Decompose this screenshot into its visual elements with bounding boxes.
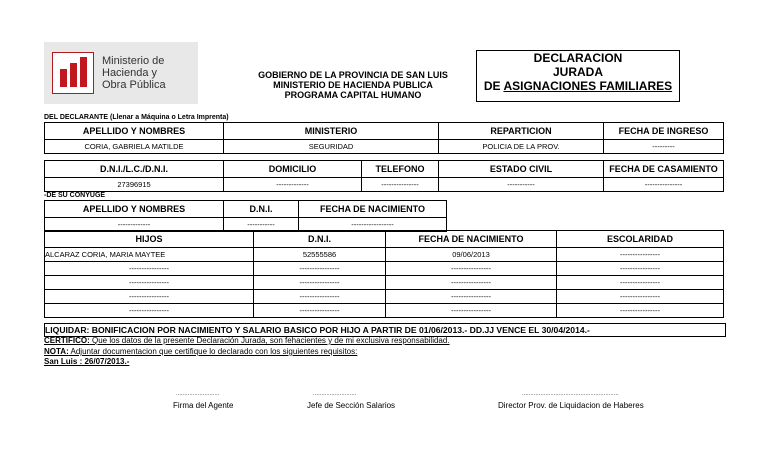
- gov-line: PROGRAMA CAPITAL HUMANO: [284, 90, 422, 100]
- table-row: [45, 290, 724, 304]
- gov-line: GOBIERNO DE LA PROVINCIA DE SAN LUIS: [258, 70, 448, 80]
- signature-line-agent: ..........................: [176, 391, 220, 397]
- col-header: D.N.I./L.C./D.N.I.: [45, 161, 224, 178]
- declarante-table-2: [44, 160, 724, 192]
- cell: ----------------: [254, 290, 386, 304]
- table-row: [45, 276, 724, 290]
- col-header: REPARTICION: [439, 123, 604, 140]
- cell: ---------: [604, 140, 724, 154]
- place-date: San Luis : 26/07/2013.-: [44, 357, 130, 366]
- certifico-label: CERTIFICO:: [44, 336, 90, 345]
- cell: ----------------: [254, 262, 386, 276]
- title-line: DE ASIGNACIONES FAMILIARES: [483, 79, 673, 93]
- gov-line: MINISTERIO DE HACIENDA PUBLICA: [273, 80, 433, 90]
- col-header: ESTADO CIVIL: [439, 161, 604, 178]
- col-header: APELLIDO Y NOMBRES: [45, 123, 224, 140]
- liquidar-statement: LIQUIDAR: BONIFICACION POR NACIMIENTO Y SALARIO BASICO POR HIJO A PARTIR DE 01/06/2013.- DD.JJ VENCE EL 30/04/2014.-: [44, 323, 726, 337]
- document-title: [476, 50, 680, 102]
- conyuge-label: -DE SU CONYUGE: [44, 192, 106, 199]
- cell: ----------------: [386, 276, 557, 290]
- table-row: [45, 262, 724, 276]
- col-header: TELEFONO: [362, 161, 439, 178]
- col-header: APELLIDO Y NOMBRES: [45, 201, 224, 218]
- cell: -------------: [224, 178, 362, 192]
- cell: ALCARAZ CORIA, MARIA MAYTEE: [45, 248, 254, 262]
- government-header: [248, 70, 458, 100]
- logo-text: [102, 55, 166, 91]
- cell: -----------: [439, 178, 604, 192]
- cell: ----------------: [557, 290, 724, 304]
- cell: ---------------: [362, 178, 439, 192]
- cell: 27396915: [45, 178, 224, 192]
- col-header: FECHA DE INGRESO: [604, 123, 724, 140]
- col-header: FECHA DE CASAMIENTO: [604, 161, 724, 178]
- cell: ----------------: [386, 304, 557, 318]
- col-header: HIJOS: [45, 231, 254, 248]
- cell: ---------------: [604, 178, 724, 192]
- declarante-label: DEL DECLARANTE (Llenar a Máquina o Letra Imprenta): [44, 114, 229, 121]
- ministry-logo: [44, 42, 198, 104]
- declarante-table: [44, 122, 724, 154]
- col-header: DOMICILIO: [224, 161, 362, 178]
- table-row: [45, 248, 724, 262]
- signature-label-director: Director Prov. de Liquidacion de Haberes: [498, 401, 644, 410]
- logo-line: Obra Pública: [102, 79, 166, 91]
- conyuge-table: [44, 200, 447, 232]
- cell: POLICIA DE LA PROV.: [439, 140, 604, 154]
- nota-label: NOTA:: [44, 347, 69, 356]
- cell: ----------------: [45, 304, 254, 318]
- signature-line-director: ..........................................................: [522, 391, 619, 397]
- cell: ----------------: [45, 290, 254, 304]
- table-row: [45, 304, 724, 318]
- cell: ----------------: [557, 276, 724, 290]
- date-line: [44, 357, 129, 366]
- col-header: MINISTERIO: [224, 123, 439, 140]
- cell: CORIA, GABRIELA MATILDE: [45, 140, 224, 154]
- cell: ----------------: [557, 304, 724, 318]
- cell: -------------: [45, 218, 224, 232]
- cell: ----------------: [386, 290, 557, 304]
- cell: ----------------: [254, 304, 386, 318]
- cell: SEGURIDAD: [224, 140, 439, 154]
- cell: ----------------: [45, 262, 254, 276]
- bar-chart-logo-icon: [52, 52, 94, 94]
- col-header: FECHA DE NACIMIENTO: [299, 201, 447, 218]
- cell: ----------------: [254, 276, 386, 290]
- title-line: DECLARACION: [533, 51, 623, 65]
- signature-line-jefe: ..........................: [313, 391, 357, 397]
- signature-label-agent: Firma del Agente: [173, 401, 234, 410]
- logo-line: Ministerio de: [102, 55, 165, 67]
- title-line: JURADA: [552, 65, 603, 79]
- col-header: ESCOLARIDAD: [557, 231, 724, 248]
- cell: 09/06/2013: [386, 248, 557, 262]
- cell: ----------------: [386, 262, 557, 276]
- certifico-text: Que los datos de la presente Declaración Jurada, son fehacientes y de mi exclusiva responsabilidad.: [89, 336, 450, 345]
- hijos-table: [44, 230, 724, 318]
- cell: 52555586: [254, 248, 386, 262]
- cell: ----------------: [557, 262, 724, 276]
- cell: ----------------: [557, 248, 724, 262]
- col-header: D.N.I.: [254, 231, 386, 248]
- signature-label-jefe: Jefe de Sección Salarios: [307, 401, 396, 410]
- certifico-line: [44, 336, 450, 345]
- cell: -----------------: [299, 218, 447, 232]
- col-header: D.N.I.: [224, 201, 299, 218]
- cell: ----------------: [45, 276, 254, 290]
- cell: -----------: [224, 218, 299, 232]
- col-header: FECHA DE NACIMIENTO: [386, 231, 557, 248]
- logo-line: Hacienda y: [102, 67, 158, 79]
- nota-text: Adjuntar documentacion que certifique lo declarado con los siguientes requisitos:: [68, 347, 358, 356]
- nota-line: [44, 347, 357, 356]
